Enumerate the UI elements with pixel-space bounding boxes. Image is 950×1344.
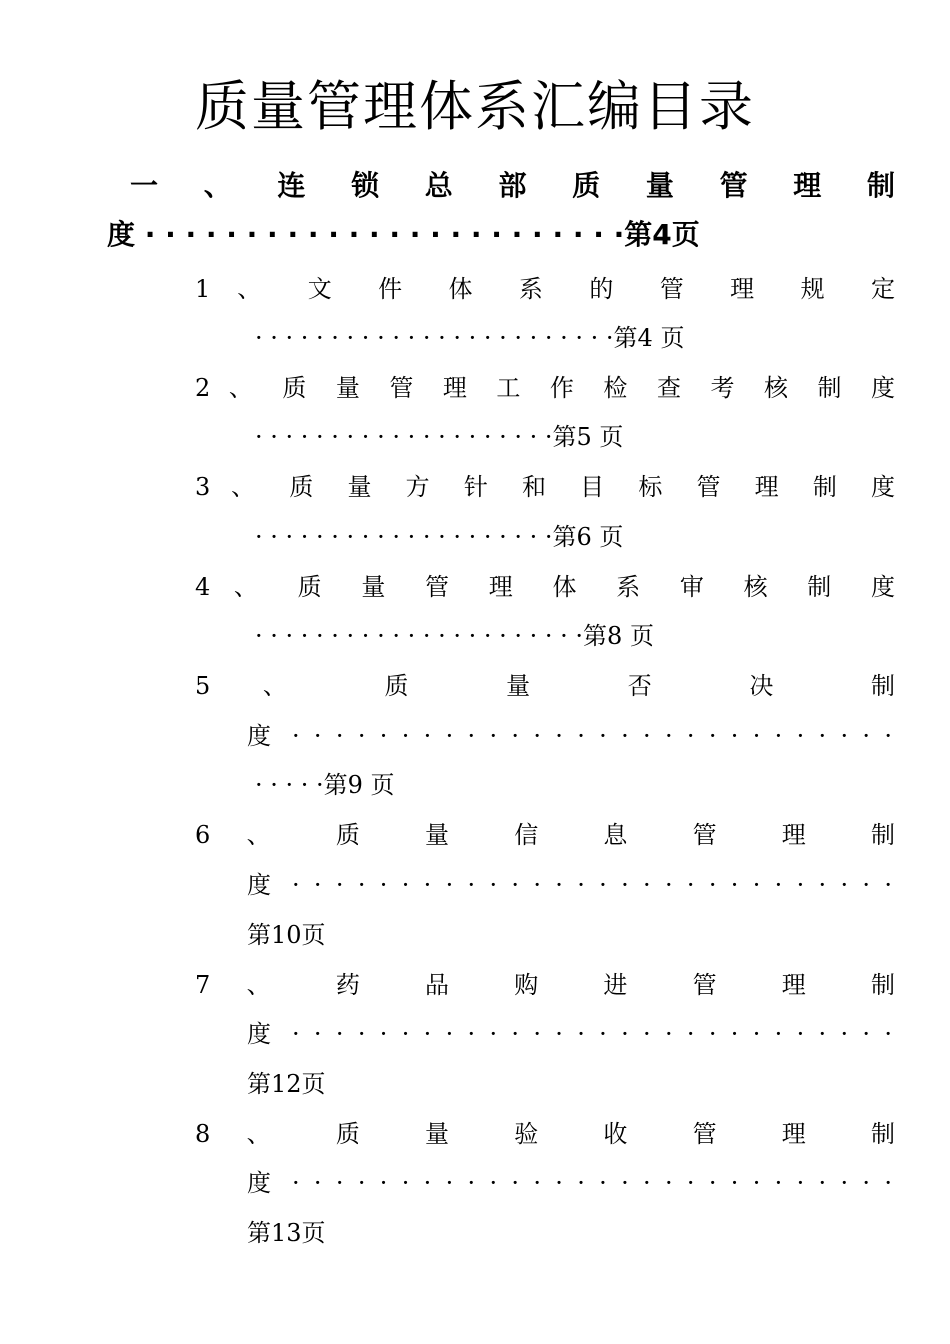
- toc-item-2-title: 2 、 质 量 管 理 工 作 检 查 考 核 制 度: [195, 374, 895, 402]
- toc-item-6-title: 6 、 质 量 信 息 管 理 制: [195, 821, 895, 849]
- section-heading-line-2: 度 · · · · · · · · · · · · · · · · · · · · · · · ·第4页: [107, 218, 700, 251]
- toc-item-3-title: 3 、 质 量 方 针 和 目 标 管 理 制 度: [195, 473, 895, 501]
- toc-item-5-title-cont: 度 · · · · · · · · · · · · · · · · · · · · · · · · · · · ·: [247, 722, 892, 750]
- toc-item-8-title: 8 、 质 量 验 收 管 理 制: [195, 1120, 895, 1148]
- toc-item-7-page: 第12页: [247, 1070, 326, 1098]
- toc-item-1-title: 1 、 文 件 体 系 的 管 理 规 定: [195, 275, 895, 303]
- toc-item-8-page: 第13页: [247, 1219, 326, 1247]
- toc-item-5-title: 5 、 质 量 否 决 制: [195, 672, 895, 700]
- toc-item-4-page: · · · · · · · · · · · · · · · · · · · · · ·第8 页: [255, 622, 654, 650]
- toc-item-7-title: 7 、 药 品 购 进 管 理 制: [195, 971, 895, 999]
- toc-item-7-title-cont: 度 · · · · · · · · · · · · · · · · · · · · · · · · · · · ·: [247, 1020, 892, 1048]
- toc-item-5-page: · · · · ·第9 页: [255, 771, 395, 799]
- document-title: 质量管理体系汇编目录: [195, 75, 755, 138]
- toc-item-3-page: · · · · · · · · · · · · · · · · · · · ·第6 页: [255, 523, 624, 551]
- toc-item-4-title: 4 、 质 量 管 理 体 系 审 核 制 度: [195, 573, 895, 601]
- toc-item-2-page: · · · · · · · · · · · · · · · · · · · ·第5 页: [255, 423, 624, 451]
- toc-item-8-title-cont: 度 · · · · · · · · · · · · · · · · · · · · · · · · · · · ·: [247, 1169, 892, 1197]
- section-heading-line-1: 一 、 连 锁 总 部 质 量 管 理 制: [130, 169, 895, 202]
- toc-item-6-page: 第10页: [247, 921, 326, 949]
- toc-item-6-title-cont: 度 · · · · · · · · · · · · · · · · · · · · · · · · · · · ·: [247, 871, 892, 899]
- toc-item-1-page: · · · · · · · · · · · · · · · · · · · · · · · ·第4 页: [255, 324, 685, 352]
